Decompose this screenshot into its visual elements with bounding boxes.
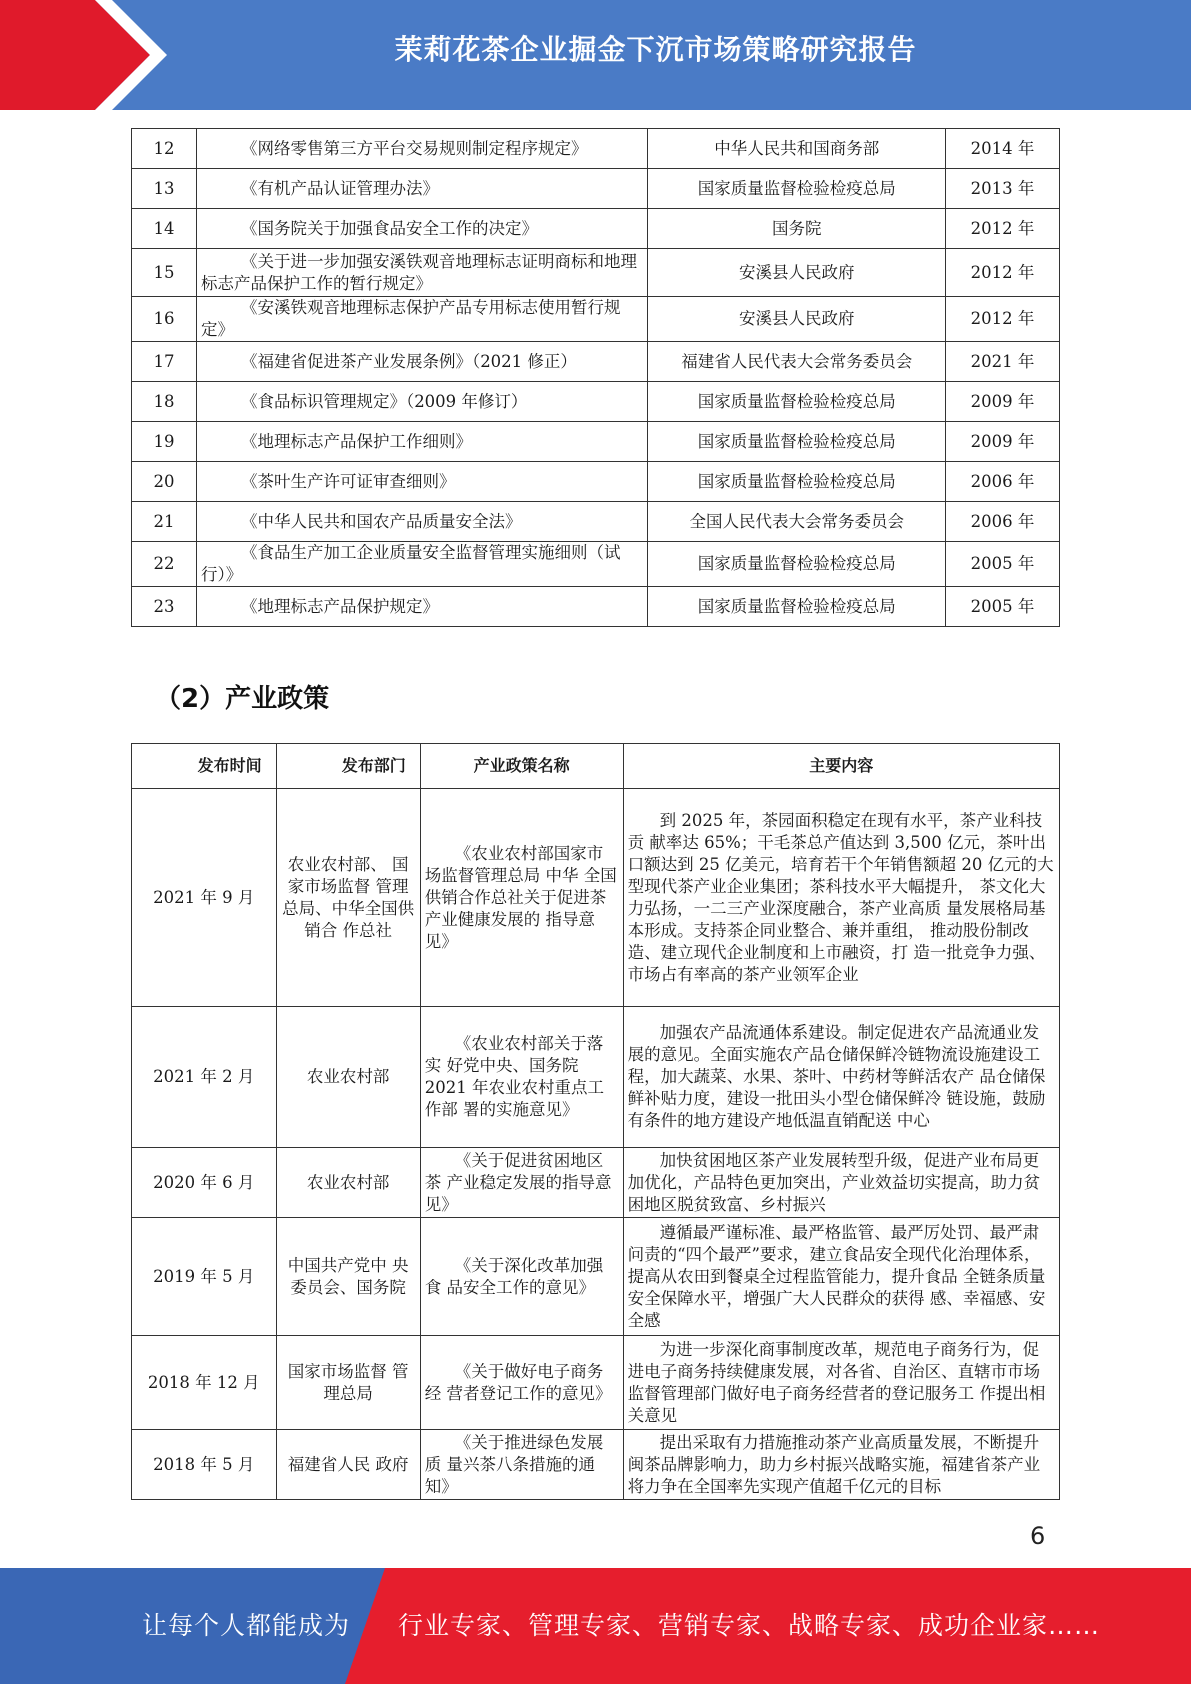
header-policy-name: 产业政策名称 (420, 744, 623, 789)
regulation-row (132, 502, 1060, 542)
policy-content: 加强农产品流通体系建设。制定促进农产品流通业发 展的意见。全面实施农产品仓储保鲜冷链物流设施建设工程，加大蔬菜、水果、茶叶、中药材等鲜活农产 品仓储保鲜补贴力度，建设一批田头小型仓储保鲜冷 链设施，鼓励有条件的地方建设产地低温直销配送 中心 (623, 1007, 1059, 1148)
header-content: 主要内容 (623, 744, 1059, 789)
regulation-name: 《中华人民共和国农产品质量安全法》 (196, 502, 648, 542)
regulation-row (132, 422, 1060, 462)
regulation-year: 2006 年 (946, 502, 1060, 542)
regulation-number: 22 (132, 542, 197, 587)
header-date: 发布时间 (132, 744, 277, 789)
policy-department: 农业农村部 (276, 1007, 420, 1148)
policy-department: 农业农村部、 国家市场监督 管理总局、中华全国供销合 作总社 (276, 789, 420, 1007)
policy-department: 中国共产党中 央委员会、国务院 (276, 1218, 420, 1336)
policy-date: 2021 年 2 月 (132, 1007, 277, 1148)
policy-date: 2021 年 9 月 (132, 789, 277, 1007)
regulation-issuer: 安溪县人民政府 (648, 249, 946, 297)
policy-name: 《关于促进贫困地区茶 产业稳定发展的指导意 见》 (420, 1148, 623, 1218)
regulation-number: 12 (132, 129, 197, 169)
regulation-name: 《有机产品认证管理办法》 (196, 169, 648, 209)
page-header (0, 0, 1191, 110)
regulation-number: 13 (132, 169, 197, 209)
policy-row (132, 1007, 1060, 1148)
header-dept: 发布部门 (276, 744, 420, 789)
regulation-issuer: 国务院 (648, 209, 946, 249)
regulation-year: 2012 年 (946, 297, 1060, 342)
regulation-number: 16 (132, 297, 197, 342)
report-title: 茉莉花茶企业掘金下沉市场策略研究报告 (394, 33, 917, 66)
regulation-year: 2005 年 (946, 587, 1060, 627)
policy-date: 2019 年 5 月 (132, 1218, 277, 1336)
regulation-number: 19 (132, 422, 197, 462)
regulation-name: 《地理标志产品保护工作细则》 (196, 422, 648, 462)
regulation-row (132, 462, 1060, 502)
policy-date: 2018 年 12 月 (132, 1336, 277, 1430)
regulation-issuer: 国家质量监督检验检疫总局 (648, 587, 946, 627)
regulation-year: 2005 年 (946, 542, 1060, 587)
industry-policy-table (131, 743, 1060, 1500)
regulation-issuer: 国家质量监督检验检疫总局 (648, 462, 946, 502)
policy-name: 《农业农村部关于落实 好党中央、国务院 2021 年农业农村重点工作部 署的实施意见》 (420, 1007, 623, 1148)
regulation-name: 《安溪铁观音地理标志保护产品专用标志使用暂行规定》 (196, 297, 648, 342)
regulation-number: 17 (132, 342, 197, 382)
policy-name: 《关于深化改革加强食 品安全工作的意见》 (420, 1218, 623, 1336)
regulation-name: 《福建省促进茶产业发展条例》（2021 修正） (196, 342, 648, 382)
policy-row (132, 1336, 1060, 1430)
policy-table-header-row (132, 744, 1060, 789)
policy-row (132, 789, 1060, 1007)
policy-row (132, 1218, 1060, 1336)
regulation-row (132, 297, 1060, 342)
regulation-row (132, 342, 1060, 382)
regulation-row (132, 209, 1060, 249)
policy-content: 加快贫困地区茶产业发展转型升级，促进产业布局更 加优化，产品特色更加突出，产业效益切实提高，助力贫困地区脱贫致富、乡村振兴 (623, 1148, 1059, 1218)
regulation-row (132, 587, 1060, 627)
regulation-number: 14 (132, 209, 197, 249)
policy-department: 国家市场监督 管理总局 (276, 1336, 420, 1430)
policy-department: 福建省人民 政府 (276, 1430, 420, 1500)
regulation-issuer: 全国人民代表大会常务委员会 (648, 502, 946, 542)
regulation-issuer: 国家质量监督检验检疫总局 (648, 542, 946, 587)
page-number: 6 (1030, 1522, 1046, 1550)
regulation-issuer: 安溪县人民政府 (648, 297, 946, 342)
regulations-table (131, 128, 1060, 627)
regulation-row (132, 129, 1060, 169)
regulation-issuer: 福建省人民代表大会常务委员会 (648, 342, 946, 382)
regulation-year: 2013 年 (946, 169, 1060, 209)
policy-content: 到 2025 年，茶园面积稳定在现有水平，茶产业科技贡 献率达 65%；干毛茶总产值达到 3,500 亿元，茶叶出口额达到 25 亿美元，培育若干个年销售额超 20 亿元的大型现代茶产业企业集团；茶科技水平大幅提升， 茶文化大力弘扬，一二三产业深度融合，茶产业高质 量发展格局基本形成。支持茶企同业整合、兼并重组， 推动股份制改造、建立现代企业制度和上市融资，打 造一批竞争力强、市场占有率高的茶产业领军企业 (623, 789, 1059, 1007)
regulation-row (132, 542, 1060, 587)
footer-slogan-left: 让每个人都能成为 (142, 1611, 351, 1640)
regulation-issuer: 国家质量监督检验检疫总局 (648, 382, 946, 422)
policy-name: 《关于推进绿色发展质 量兴茶八条措施的通知》 (420, 1430, 623, 1500)
regulation-issuer: 国家质量监督检验检疫总局 (648, 169, 946, 209)
regulation-number: 15 (132, 249, 197, 297)
policy-name: 《关于做好电子商务经 营者登记工作的意见》 (420, 1336, 623, 1430)
regulation-name: 《国务院关于加强食品安全工作的决定》 (196, 209, 648, 249)
policy-name: 《农业农村部国家市场监督管理总局 中华 全国供销合作总社关于促进茶产业健康发展的 指导意见》 (420, 789, 623, 1007)
footer-slogan-right: 行业专家、管理专家、营销专家、战略专家、成功企业家…… (398, 1611, 1101, 1640)
regulation-name: 《食品标识管理规定》（2009 年修订） (196, 382, 648, 422)
regulation-year: 2009 年 (946, 422, 1060, 462)
regulation-year: 2012 年 (946, 209, 1060, 249)
policy-department: 农业农村部 (276, 1148, 420, 1218)
regulation-number: 18 (132, 382, 197, 422)
policy-content: 为进一步深化商事制度改革，规范电子商务行为，促 进电子商务持续健康发展，对各省、自治区、直辖市市场监督管理部门做好电子商务经营者的登记服务工 作提出相关意见 (623, 1336, 1059, 1430)
policy-content: 遵循最严谨标准、最严格监管、最严厉处罚、最严肃 问责的“四个最严”要求，建立食品安全现代化治理体系，提高从农田到餐桌全过程监管能力，提升食品 全链条质量安全保障水平，增强广大人民群众的获得 感、幸福感、安全感 (623, 1218, 1059, 1336)
regulation-name: 《食品生产加工企业质量安全监督管理实施细则（试行）》 (196, 542, 648, 587)
regulation-name: 《关于进一步加强安溪铁观音地理标志证明商标和地理 标志产品保护工作的暂行规定》 (196, 249, 648, 297)
policy-row (132, 1148, 1060, 1218)
section-heading: （2）产业政策 (155, 684, 330, 714)
regulation-name: 《茶叶生产许可证审查细则》 (196, 462, 648, 502)
regulation-number: 21 (132, 502, 197, 542)
regulation-year: 2021 年 (946, 342, 1060, 382)
regulation-name: 《地理标志产品保护规定》 (196, 587, 648, 627)
regulation-issuer: 中华人民共和国商务部 (648, 129, 946, 169)
policy-date: 2020 年 6 月 (132, 1148, 277, 1218)
regulation-row (132, 249, 1060, 297)
policy-date: 2018 年 5 月 (132, 1430, 277, 1500)
regulation-row (132, 169, 1060, 209)
policy-content: 提出采取有力措施推动茶产业高质量发展，不断提升 闽茶品牌影响力，助力乡村振兴战略实施，福建省茶产业将力争在全国率先实现产值超千亿元的目标 (623, 1430, 1059, 1500)
regulation-year: 2009 年 (946, 382, 1060, 422)
regulation-issuer: 国家质量监督检验检疫总局 (648, 422, 946, 462)
page-footer (0, 1568, 1191, 1684)
regulation-year: 2012 年 (946, 249, 1060, 297)
regulation-year: 2014 年 (946, 129, 1060, 169)
policy-row (132, 1430, 1060, 1500)
regulation-row (132, 382, 1060, 422)
regulation-number: 20 (132, 462, 197, 502)
regulation-number: 23 (132, 587, 197, 627)
regulation-name: 《网络零售第三方平台交易规则制定程序规定》 (196, 129, 648, 169)
regulation-year: 2006 年 (946, 462, 1060, 502)
